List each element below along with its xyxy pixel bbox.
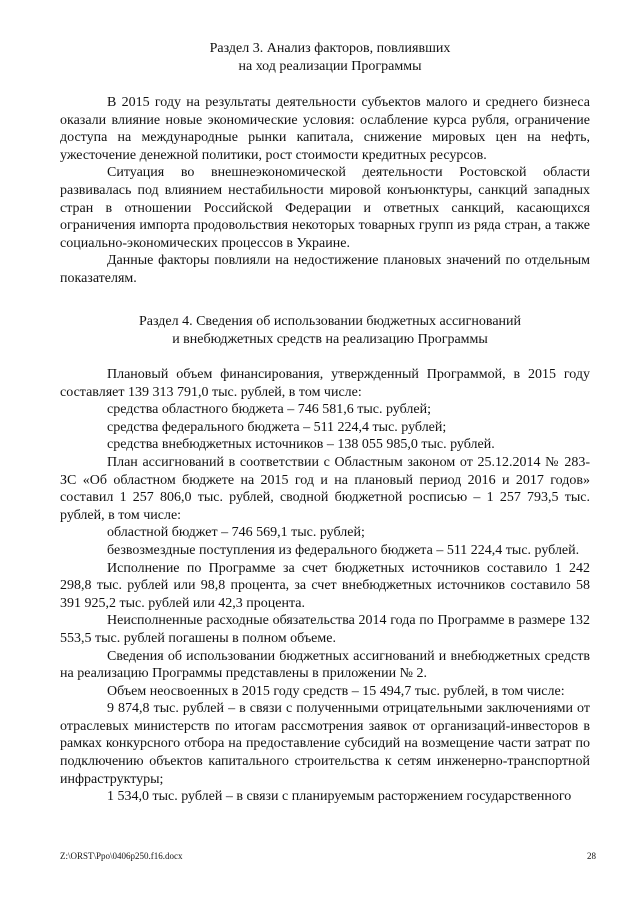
section-4-paragraph: Сведения об использовании бюджетных ассигнований и внебюджетных средств на реализацию Программы представлены в приложении № 2. bbox=[60, 648, 590, 682]
page-number: 28 bbox=[587, 851, 596, 861]
section-4-list-item: областной бюджет – 746 569,1 тыс. рублей; bbox=[107, 525, 365, 541]
section-3-heading bbox=[60, 40, 600, 76]
section-4-paragraph: Плановый объем финансирования, утвержденный Программой, в 2015 году составляет 139 313 791,0 тыс. рублей, в том числе: bbox=[60, 367, 590, 400]
section-3-title-line2: на ход реализации Программы bbox=[238, 59, 422, 74]
section-3-paragraph: В 2015 году на результаты деятельности субъектов малого и среднего бизнеса оказали влияние новые экономические условия: ослабление курса рубля, ограничение доступа на международные рынки капитала, снижение мировых цен на нефть, ужесточение денежной политики, рост стоимости кредитных ресурсов. bbox=[60, 95, 590, 163]
section-4-heading bbox=[60, 313, 600, 349]
section-4-list-item: средства внебюджетных источников – 138 055 985,0 тыс. рублей. bbox=[107, 437, 495, 453]
section-4-title-line1: Раздел 4. Сведения об использовании бюджетных ассигнований bbox=[138, 314, 522, 329]
section-3-paragraph: Ситуация во внешнеэкономической деятельности Ростовской области развивалась под влиянием нестабильности мировой конъюнктуры, санкций западных стран в отношении Российской Федерации и ответных санкций, касающихся ограничения импорта продовольствия некоторых товарных групп из ряда стран, а также социально-экономических процессов в Украине. bbox=[60, 165, 590, 251]
section-4-paragraph: 9 874,8 тыс. рублей – в связи с полученными отрицательными заключениями от отраслевых министерств по итогам рассмотрения заявок от организаций-инвесторов в рамках конкурсного отбора на предоставление субсидий на возмещение части затрат по подключению объектов капитального строительства к сетям инженерно-транспортной инфраструктуры; bbox=[60, 701, 590, 787]
section-4-paragraph: 1 534,0 тыс. рублей – в связи с планируемым расторжением государственного bbox=[107, 789, 572, 805]
section-3-paragraph: Данные факторы повлияли на недостижение плановых значений по отдельным показателям. bbox=[60, 253, 590, 286]
footer-file-path: Z:\ORST\Ppo\0406p250.f16.docx bbox=[60, 851, 183, 861]
section-4-body bbox=[60, 366, 590, 806]
section-4-paragraph: Неисполненные расходные обязательства 2014 года по Программе в размере 132 553,5 тыс. рублей погашены в полном объеме. bbox=[60, 613, 590, 646]
section-4-list-item: средства федерального бюджета – 511 224,4 тыс. рублей; bbox=[107, 419, 447, 435]
section-3-body bbox=[60, 94, 590, 288]
section-4-list-item: безвозмездные поступления из федерального бюджета – 511 224,4 тыс. рублей. bbox=[107, 542, 580, 558]
section-4-paragraph: План ассигнований в соответствии с Областным законом от 25.12.2014 № 283-ЗС «Об областном бюджете на 2015 год и на плановый период 2016 и 2017 годов» составил 1 257 806,0 тыс. рублей, сводной бюджетной росписью – 1 257 793,5 тыс. рублей, в том числе: bbox=[60, 454, 590, 523]
section-3-title-line1: Раздел 3. Анализ факторов, повлиявших bbox=[209, 41, 451, 56]
section-4-paragraph: Объем неосвоенных в 2015 году средств – 15 494,7 тыс. рублей, в том числе: bbox=[107, 683, 565, 699]
section-4-paragraph: Исполнение по Программе за счет бюджетных источников составило 1 242 298,8 тыс. рублей или 98,8 процента, за счет внебюджетных источников составило 58 391 925,2 тыс. рублей или 42,3 процента. bbox=[60, 560, 590, 611]
section-4-list-item: средства областного бюджета – 746 581,6 тыс. рублей; bbox=[107, 402, 431, 418]
section-4-title-line2: и внебюджетных средств на реализацию Программы bbox=[172, 332, 488, 347]
